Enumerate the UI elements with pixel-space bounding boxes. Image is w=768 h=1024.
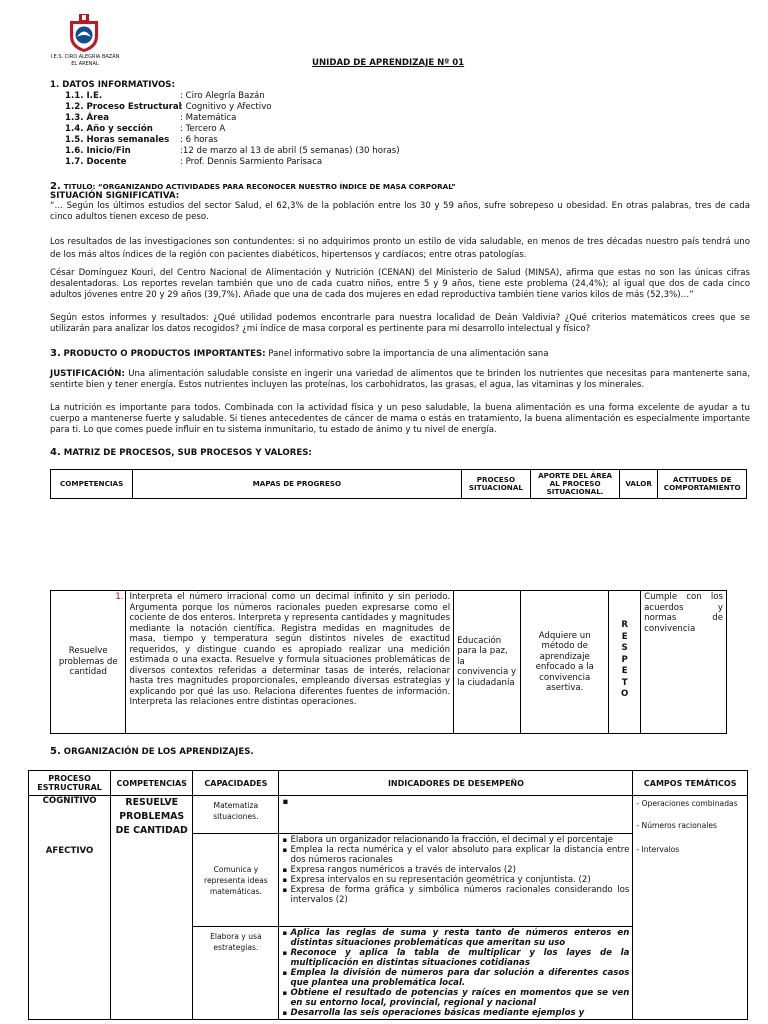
- indicador-item: ▪ Elabora un organizador relacionando la fracción, el decimal y el porcentaje: [282, 835, 629, 845]
- situacion-p1: “… Según los últimos estudios del sector Salud, el 62,3% de la población entre los 30 y 59 años, sufre sobrepeso u obesidad. En otras palabras, tres de cada cinco adultos tienen exceso de peso.: [50, 201, 750, 222]
- situacion-p4: Según estos informes y resultados: ¿Qué utilidad podemos encontrarle para nuestra localidad de Deán Valdivia? ¿Qué criterios matemáticos crees que se utilizarán para analizar los datos recogidos? ¿mi índice de masa corporal es pertinente para mi desarrollo intelectual y físico?: [50, 313, 750, 334]
- info-value: : Ciro Alegría Bazán: [180, 91, 265, 101]
- section-number: 5.: [50, 746, 61, 757]
- info-label: 1.6. Inicio/Fin: [65, 146, 131, 156]
- matrix-actitudes-cell: Cumple con los acuerdos y normas de convivencia: [641, 591, 727, 734]
- info-value: : Matemática: [180, 113, 237, 123]
- indicador-item: ▪ Reconoce y aplica la tabla de multiplicar y los layes de la multiplicación en distintas situaciones cotidianas: [282, 948, 629, 968]
- indicador-item: ▪ Expresa rangos numéricos a través de intervalos (2): [282, 865, 629, 875]
- info-value: : Cognitivo y Afectivo: [180, 102, 272, 112]
- info-label: 1.4. Año y sección: [65, 124, 153, 134]
- school-location-line: EL ARENAL: [71, 60, 99, 67]
- section-3-heading: [50, 348, 750, 360]
- situacion-p3: César Domínguez Kouri, del Centro Nacional de Alimentación y Nutrición (CENAN) del Ministerio de Salud (MINSA), afirma que estas no son las únicas cifras desalentadoras. Los reportes revelan también que uno de cada cuatro niños, entre 5 y 9 años, tiene este problema (24,4%); al igual que dos de cada cinco adultos jóvenes entre 20 y 29 años (39,7%). Añade que una de cada dos mujeres en edad reproductiva también tiene varios kilos de más (52,3%)…”: [50, 268, 750, 300]
- matrix-row-table: [50, 590, 727, 734]
- indicadores-3-cell: [279, 927, 633, 1020]
- competencia-cell: RESUELVE PROBLEMAS DE CANTIDAD: [111, 796, 193, 1020]
- proceso-cognitivo: COGNITIVO: [42, 796, 97, 806]
- col-valor: VALOR: [619, 470, 658, 499]
- info-value: : 6 horas: [180, 135, 218, 145]
- situacion-p2: Los resultados de las investigaciones son contundentes: si no adquirimos pronto un estilo de vida saludable, en menos de tres décadas nuestro país tendrá uno de los más altos índices de la región con pacientes diabéticos, hipertensos y cardíacos; entre otras patologías.: [50, 237, 750, 260]
- section-number: 2.: [50, 181, 61, 192]
- justificacion-text: Una alimentación saludable consiste en ingerir una variedad de alimentos que te brinden los nutrientes que necesitas para mantenerte sana, sentirte bien y tener energía. Estos nutrientes incluyen las proteínas, los carbohidratos, las grasas, el agua, las vitaminas y los minerales.: [50, 369, 750, 390]
- info-label: 1.7. Docente: [65, 157, 127, 167]
- section-5-heading: [50, 746, 254, 758]
- producto-value: Panel informativo sobre la importancia de una alimentación sana: [268, 349, 549, 359]
- section-number: 4.: [50, 447, 61, 458]
- matrix-aporte-cell: Adquiere un método de aprendizaje enfocado a la convivencia asertiva.: [521, 591, 609, 734]
- info-value: : Prof. Dennis Sarmiento Parisaca: [180, 157, 323, 167]
- indicadores-1-cell: ▪: [279, 796, 633, 834]
- valor-vertical-text: [612, 592, 637, 701]
- campo-item: - Números racionales: [636, 821, 717, 830]
- info-label: 1.2. Proceso Estructural: [65, 102, 182, 112]
- info-label: 1.5. Horas semanales: [65, 135, 170, 145]
- matrix-valor-cell: [609, 591, 641, 734]
- matrix-header-table: [50, 469, 747, 499]
- valor-letter: R: [621, 620, 628, 630]
- section-1-heading: 1. DATOS INFORMATIVOS:: [50, 80, 175, 90]
- section-number: 3.: [50, 348, 61, 359]
- document-title: UNIDAD DE APRENDIZAJE Nº 01: [312, 58, 465, 68]
- school-name-caption: [50, 54, 120, 67]
- valor-letter: S: [621, 643, 628, 653]
- section-title: ORGANIZACIÓN DE LOS APRENDIZAJES.: [63, 747, 254, 757]
- proceso-afectivo: AFECTIVO: [45, 846, 94, 856]
- indicadores-2-cell: [279, 834, 633, 927]
- organizacion-table: [28, 770, 748, 1020]
- col-indicadores: INDICADORES DE DESEMPEÑO: [279, 771, 633, 796]
- col-proceso: PROCESO SITUACIONAL: [461, 470, 531, 499]
- justificacion-label: JUSTIFICACIÓN:: [50, 369, 125, 379]
- col-campos: CAMPOS TEMÁTICOS: [633, 771, 748, 796]
- indicadores-3-list: [282, 928, 629, 1018]
- valor-letter: P: [621, 654, 628, 665]
- campo-item: - Intervalos: [636, 845, 680, 854]
- campo-item: - Operaciones combinadas: [636, 799, 738, 808]
- indicador-item: ▪ Emplea la recta numérica y el valor absoluto para explicar la distancia entre dos números racionales: [282, 845, 629, 865]
- justificacion-p2: La nutrición es importante para todos. Combinada con la actividad física y un peso saludable, la buena alimentación es una forma excelente de ayudar a tu cuerpo a mantenerse fuerte y saludable. Si tienes antecedentes de cáncer de mama o estás en tratamiento, la buena alimentación es especialmente importante para ti. Lo que comes puede influir en tu sistema inmunitario, tu estado de ánimo y tu nivel de energía.: [50, 403, 750, 435]
- campos-cell: [633, 796, 748, 1020]
- matrix-mapa-cell: Interpreta el número irracional como un decimal infinito y sin periodo. Argumenta porque los números racionales pueden expresarse como el cociente de dos enteros. Interpreta y representa cantidades y magnitudes mediante la notación científica. Registra medidas en magnitudes de masa, tiempo y temperatura según distintos niveles de exactitud requeridos, y distingue cuando es apropiado realizar una medición estimada o una exacta. Resuelve y formula situaciones problemáticas de diversos contextos referidas a determinar tasas de interés, relacionar hasta tres magnitudes proporcionales, empleando diversas estrategias y explicando por qué las uso. Relaciona diferentes fuentes de información. Interpreta las relaciones entre distintas operaciones.: [126, 591, 454, 734]
- school-crest-logo: [65, 14, 103, 52]
- indicador-item: ▪ Aplica las reglas de suma y resta tanto de números enteros en distintas situaciones problemáticas que ameritan su uso: [282, 928, 629, 948]
- capacidad-elabora: Elabora y usa estrategias.: [193, 927, 279, 1020]
- proceso-cell: [29, 796, 111, 1020]
- school-name-line: I.E.S. CIRO ALEGRIA BAZÁN: [50, 54, 120, 60]
- col-proceso-estructural: PROCESO ESTRUCTURAL: [29, 771, 111, 796]
- valor-letter: E: [621, 631, 628, 642]
- valor-letter: O: [620, 689, 629, 699]
- valor-letter: E: [621, 666, 628, 676]
- indicadores-2-list: [282, 835, 629, 905]
- row-number: 1.: [115, 592, 124, 602]
- indicador-item: ▪ Desarrolla las seis operaciones básicas mediante ejemplos y: [282, 1008, 629, 1018]
- situacion-heading: SITUACIÓN SIGNIFICATIVA:: [50, 191, 180, 201]
- indicador-item: ▪ Expresa intervalos en su representación geométrica y conjuntista. (2): [282, 875, 629, 885]
- col-actitudes: ACTITUDES DE COMPORTAMIENTO: [658, 470, 747, 499]
- section-4-heading: [50, 447, 312, 459]
- indicador-item: ▪ Expresa de forma gráfica y simbólica números racionales considerando los intervalos (2): [282, 885, 629, 905]
- indicador-item: ▪ Obtiene el resultado de potencias y raíces en momentos que se ven en su entorno local, provincial, regional y nacional: [282, 988, 629, 1008]
- competencia-text: Resuelve problemas de cantidad: [58, 646, 118, 678]
- info-label: 1.1. I.E.: [65, 91, 103, 101]
- info-value: : Tercero A: [180, 124, 226, 134]
- unit-title: TITULO: “ORGANIZANDO ACTIVIDADES PARA RECONOCER NUESTRO ÍNDICE DE MASA CORPORAL”: [63, 182, 456, 191]
- info-label: 1.3. Área: [65, 113, 109, 123]
- matrix-proceso-cell: Educación para la paz, la convivencia y la ciudadanía: [454, 591, 521, 734]
- section-title: MATRIZ DE PROCESOS, SUB PROCESOS Y VALORES:: [63, 448, 312, 458]
- col-capacidades: CAPACIDADES: [193, 771, 279, 796]
- capacidad-matematiza: Matematiza situaciones.: [193, 796, 279, 834]
- col-competencias: COMPETENCIAS: [111, 771, 193, 796]
- valor-letter: T: [621, 677, 628, 688]
- capacidad-comunica: Comunica y representa ideas matemáticas.: [193, 834, 279, 927]
- info-value: :12 de marzo al 13 de abril (5 semanas) (30 horas): [180, 146, 400, 156]
- col-mapas: MAPAS DE PROGRESO: [133, 470, 461, 499]
- matrix-competencia-cell: [51, 591, 126, 734]
- col-competencias: COMPETENCIAS: [51, 470, 133, 499]
- justificacion-p1: [50, 369, 750, 391]
- col-aporte: APORTE DEL ÁREA AL PROCESO SITUACIONAL.: [531, 470, 620, 499]
- indicador-item: ▪ Emplea la división de números para dar solución a diferentes casos que plantea una problemática local.: [282, 968, 629, 988]
- producto-label: PRODUCTO O PRODUCTOS IMPORTANTES:: [63, 349, 266, 359]
